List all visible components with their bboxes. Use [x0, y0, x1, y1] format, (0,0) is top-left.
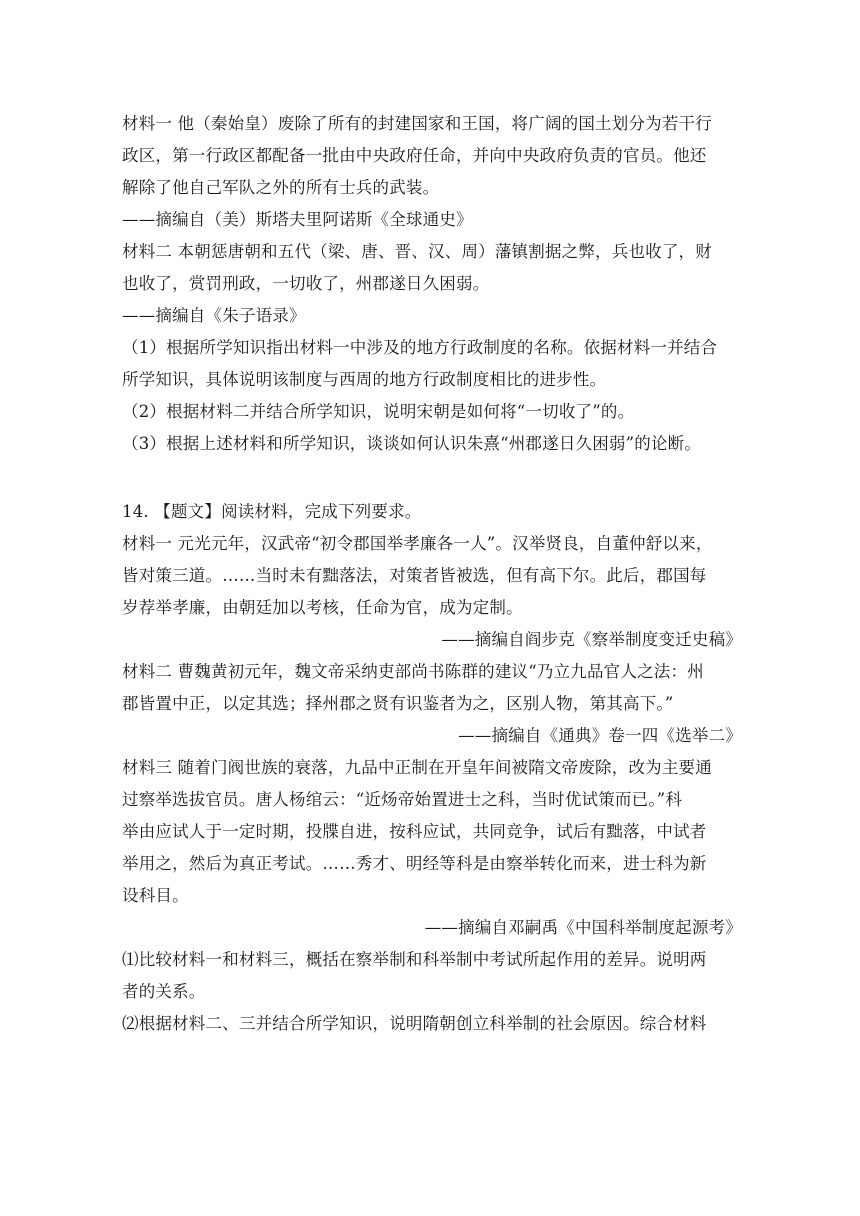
source-citation: ——摘编自邓嗣禹《中国科举制度起源考》: [424, 918, 742, 937]
question-item: ⑴比较材料一和材料三，概括在察举制和科举制中考试所起作用的差异。说明两: [122, 950, 707, 969]
text-line: 岁荐举孝廉，由朝廷加以考核，任命为官，成为定制。: [122, 598, 523, 617]
source-citation: ——摘编自阎步克《察举制度变迁史稿》: [441, 630, 742, 649]
material-paragraph: 材料三 随着门阀世族的衰落，九品中正制在开皇年间被隋文帝废除，改为主要通: [122, 758, 712, 777]
document-body: [122, 108, 742, 1040]
text-line: 政区，第一行政区都配备一批由中央政府任命，并向中央政府负责的官员。他还: [122, 146, 707, 165]
text-line: 郡皆置中正，以定其选；择州郡之贤有识鉴者为之，区别人物，第其高下。”: [122, 694, 674, 713]
text-line: 过察举选拔官员。唐人杨绾云：“近炀帝始置进士之科，当时优试策而已。”科: [122, 790, 683, 809]
material-paragraph: 材料二 曹魏黄初元年，魏文帝采纳吏部尚书陈群的建议“乃立九品官人之法：州: [122, 662, 704, 681]
material-paragraph: 材料一 他（秦始皇）废除了所有的封建国家和王国，将广阔的国土划分为若干行: [122, 114, 712, 133]
question-heading: 14. 【题文】阅读材料，完成下列要求。: [122, 502, 422, 521]
text-line: 解除了他自己军队之外的所有士兵的武装。: [122, 178, 440, 197]
source-citation: ——摘编自《通典》卷一四《选举二》: [458, 726, 742, 745]
question-item: （3）根据上述材料和所学知识，谈谈如何认识朱熹“州郡遂日久困弱”的论断。: [122, 434, 702, 453]
text-line: 举由应试人于一定时期，投牒自进，按科应试，共同竞争，试后有黜落，中试者: [122, 822, 707, 841]
source-citation: ——摘编自《朱子语录》: [122, 306, 306, 325]
text-line: 设科目。: [122, 886, 189, 905]
question-item: ⑵根据材料二、三并结合所学知识，说明隋朝创立科举制的社会原因。综合材料: [122, 1014, 707, 1033]
text-line: 举用之，然后为真正考试。……秀才、明经等科是由察举转化而来，进士科为新: [122, 854, 707, 873]
question-item: （2）根据材料二并结合所学知识，说明宋朝是如何将“一切收了”的。: [122, 402, 635, 421]
source-citation: ——摘编自（美）斯塔夫里阿诺斯《全球通史》: [122, 210, 473, 229]
text-line: 也收了，赏罚刑政，一切收了，州郡遂日久困弱。: [122, 274, 490, 293]
blank-line: [122, 460, 742, 496]
text-line: 者的关系。: [122, 982, 206, 1001]
material-paragraph: 材料一 元光元年，汉武帝“初令郡国举孝廉各一人”。汉举贤良，自董仲舒以来，: [122, 534, 713, 553]
text-line: 所学知识，具体说明该制度与西周的地方行政制度相比的进步性。: [122, 370, 607, 389]
text-line: 皆对策三道。……当时未有黜落法，对策者皆被选，但有高下尔。此后，郡国每: [122, 566, 707, 585]
material-paragraph: 材料二 本朝惩唐朝和五代（梁、唐、晋、汉、周）藩镇割据之弊，兵也收了，财: [122, 242, 712, 261]
question-item: （1）根据所学知识指出材料一中涉及的地方行政制度的名称。依据材料一并结合: [122, 338, 718, 357]
